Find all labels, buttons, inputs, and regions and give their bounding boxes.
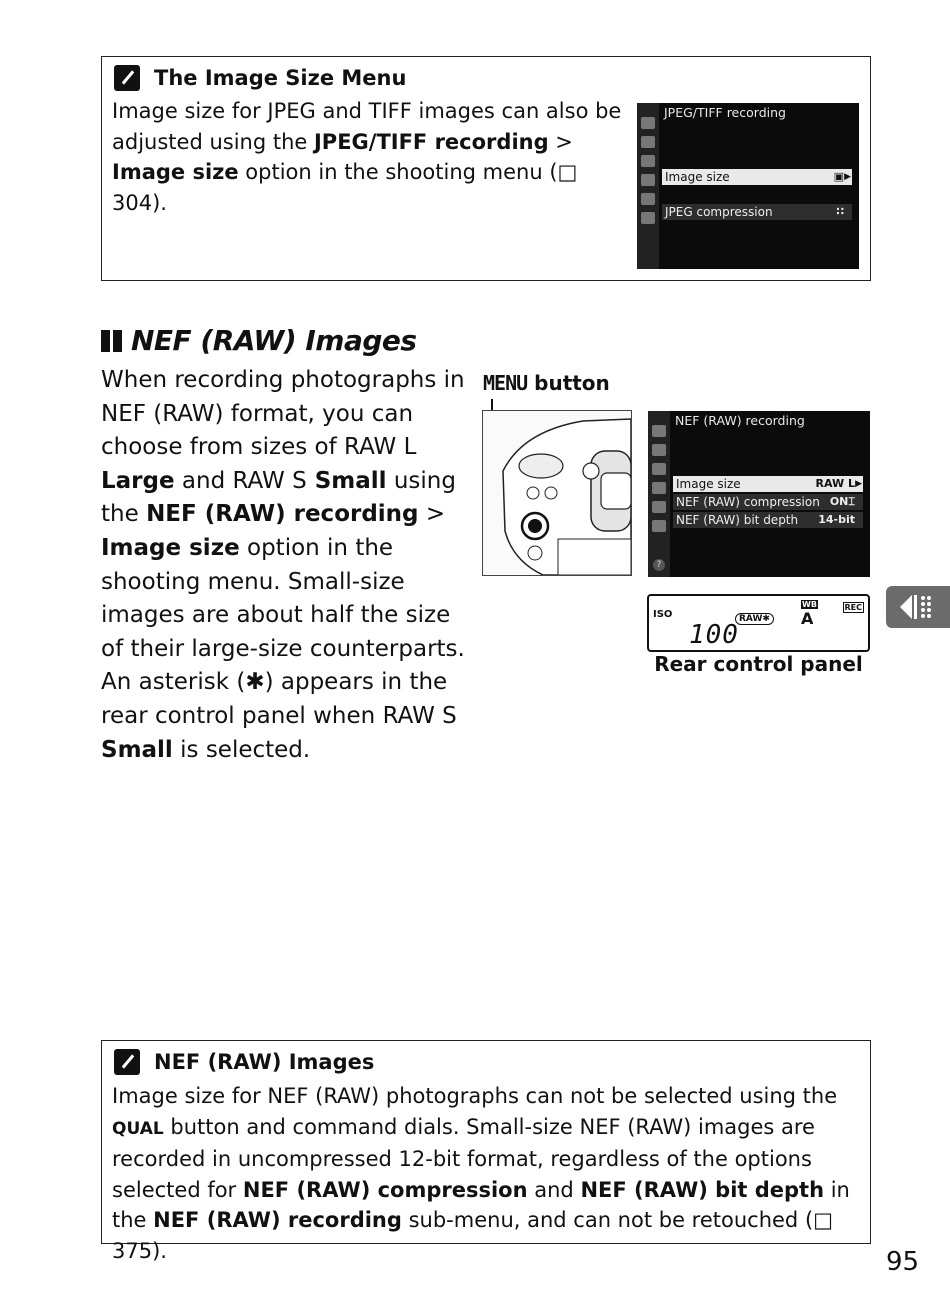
mymenu-tab-icon bbox=[641, 212, 655, 224]
playback-tab-icon bbox=[641, 117, 655, 129]
menu-row-jpeg-compression: JPEG compression ∷ bbox=[662, 204, 852, 220]
heading-marker-icon bbox=[113, 330, 122, 352]
page-number: 95 bbox=[886, 1247, 920, 1277]
note-title: NEF (RAW) Images bbox=[114, 1049, 374, 1075]
section-heading: NEF (RAW) Images bbox=[101, 324, 417, 357]
pencil-tab-icon bbox=[652, 463, 666, 475]
menu-row-image-size: Image size RAW L ▶ bbox=[673, 476, 863, 492]
qual-button-glyph: QUAL bbox=[112, 1118, 164, 1139]
arrow-right-icon: ▶ bbox=[844, 172, 851, 182]
camera-tab-icon bbox=[652, 444, 666, 456]
camera-back-icon bbox=[483, 411, 631, 575]
retouch-tab-icon bbox=[641, 193, 655, 205]
nef-raw-recording-screen bbox=[648, 411, 870, 577]
nef-raw-images-note bbox=[101, 1040, 871, 1263]
wrench-tab-icon bbox=[652, 482, 666, 494]
pencil-tab-icon bbox=[641, 155, 655, 167]
screen-title: JPEG/TIFF recording bbox=[664, 105, 786, 120]
note-title: The Image Size Menu bbox=[114, 65, 406, 91]
raw-asterisk-badge: RAW✱ bbox=[735, 613, 774, 625]
mymenu-tab-icon bbox=[652, 520, 666, 532]
jpeg-tiff-recording-screen bbox=[637, 103, 859, 269]
note-text: Image size for JPEG and TIFF images can also be adjusted using the JPEG/TIFF recording > Image size option in the shooting menu (□ 304). bbox=[112, 99, 622, 215]
raw-s-glyph: RAW S bbox=[382, 702, 457, 729]
rec-indicator: REC bbox=[844, 603, 862, 612]
raw-l-glyph: RAW L bbox=[344, 434, 417, 461]
book-ref-icon: □ bbox=[813, 1208, 833, 1232]
menu-tab-strip bbox=[637, 103, 659, 269]
menu-row-image-size: Image size ▣ ▶ bbox=[662, 169, 852, 185]
screen-title: NEF (RAW) recording bbox=[675, 413, 805, 428]
image-quality-icon bbox=[886, 586, 950, 628]
retouch-tab-icon bbox=[652, 501, 666, 513]
rear-control-panel: ISO 100 RAW✱ WB A REC bbox=[647, 594, 870, 652]
menu-row-nef-bit-depth: NEF (RAW) bit depth 14-bit bbox=[673, 512, 863, 528]
menu-button-label: MENU button bbox=[483, 371, 610, 395]
wrench-tab-icon bbox=[641, 174, 655, 186]
camera-body-illustration bbox=[482, 410, 632, 576]
heading-marker-icon bbox=[101, 330, 110, 352]
playback-tab-icon bbox=[652, 425, 666, 437]
menu-glyph: MENU bbox=[483, 371, 528, 395]
section-body-text: When recording photographs in NEF (RAW) format, you can choose from sizes of RAW L Large and RAW S Small using the NEF (RAW) recording > Image size option in the shooting menu. Small-size images are about half the size of their large-size counterparts. An asterisk (✱) appears in the rear control panel when RAW S Small is selected. bbox=[101, 367, 465, 763]
note-text: Image size for NEF (RAW) photographs can not be selected using the QUAL button and command dials. Small-size NEF (RAW) images are recorded in uncompressed 12-bit format, regardless of the options selected for NEF (RAW) compression and NEF (RAW) bit depth in the NEF (RAW) recording sub-menu, and can not be retouched (□ 375). bbox=[112, 1084, 850, 1263]
pencil-note-icon bbox=[114, 1049, 140, 1075]
menu-row-nef-compression: NEF (RAW) compression ON⌶ bbox=[673, 494, 863, 510]
raw-s-glyph: RAW S bbox=[232, 467, 307, 494]
arrow-right-icon: ▶ bbox=[855, 479, 862, 489]
asterisk-icon: ✱ bbox=[245, 669, 265, 696]
chapter-tab bbox=[886, 586, 950, 628]
pencil-note-icon bbox=[114, 65, 140, 91]
iso-digits: 100 bbox=[689, 620, 739, 650]
rear-control-panel-caption: Rear control panel bbox=[654, 652, 863, 676]
camera-tab-icon bbox=[641, 136, 655, 148]
book-ref-icon: □ bbox=[557, 160, 578, 184]
menu-tab-strip bbox=[648, 411, 670, 577]
help-icon: ? bbox=[653, 559, 665, 571]
